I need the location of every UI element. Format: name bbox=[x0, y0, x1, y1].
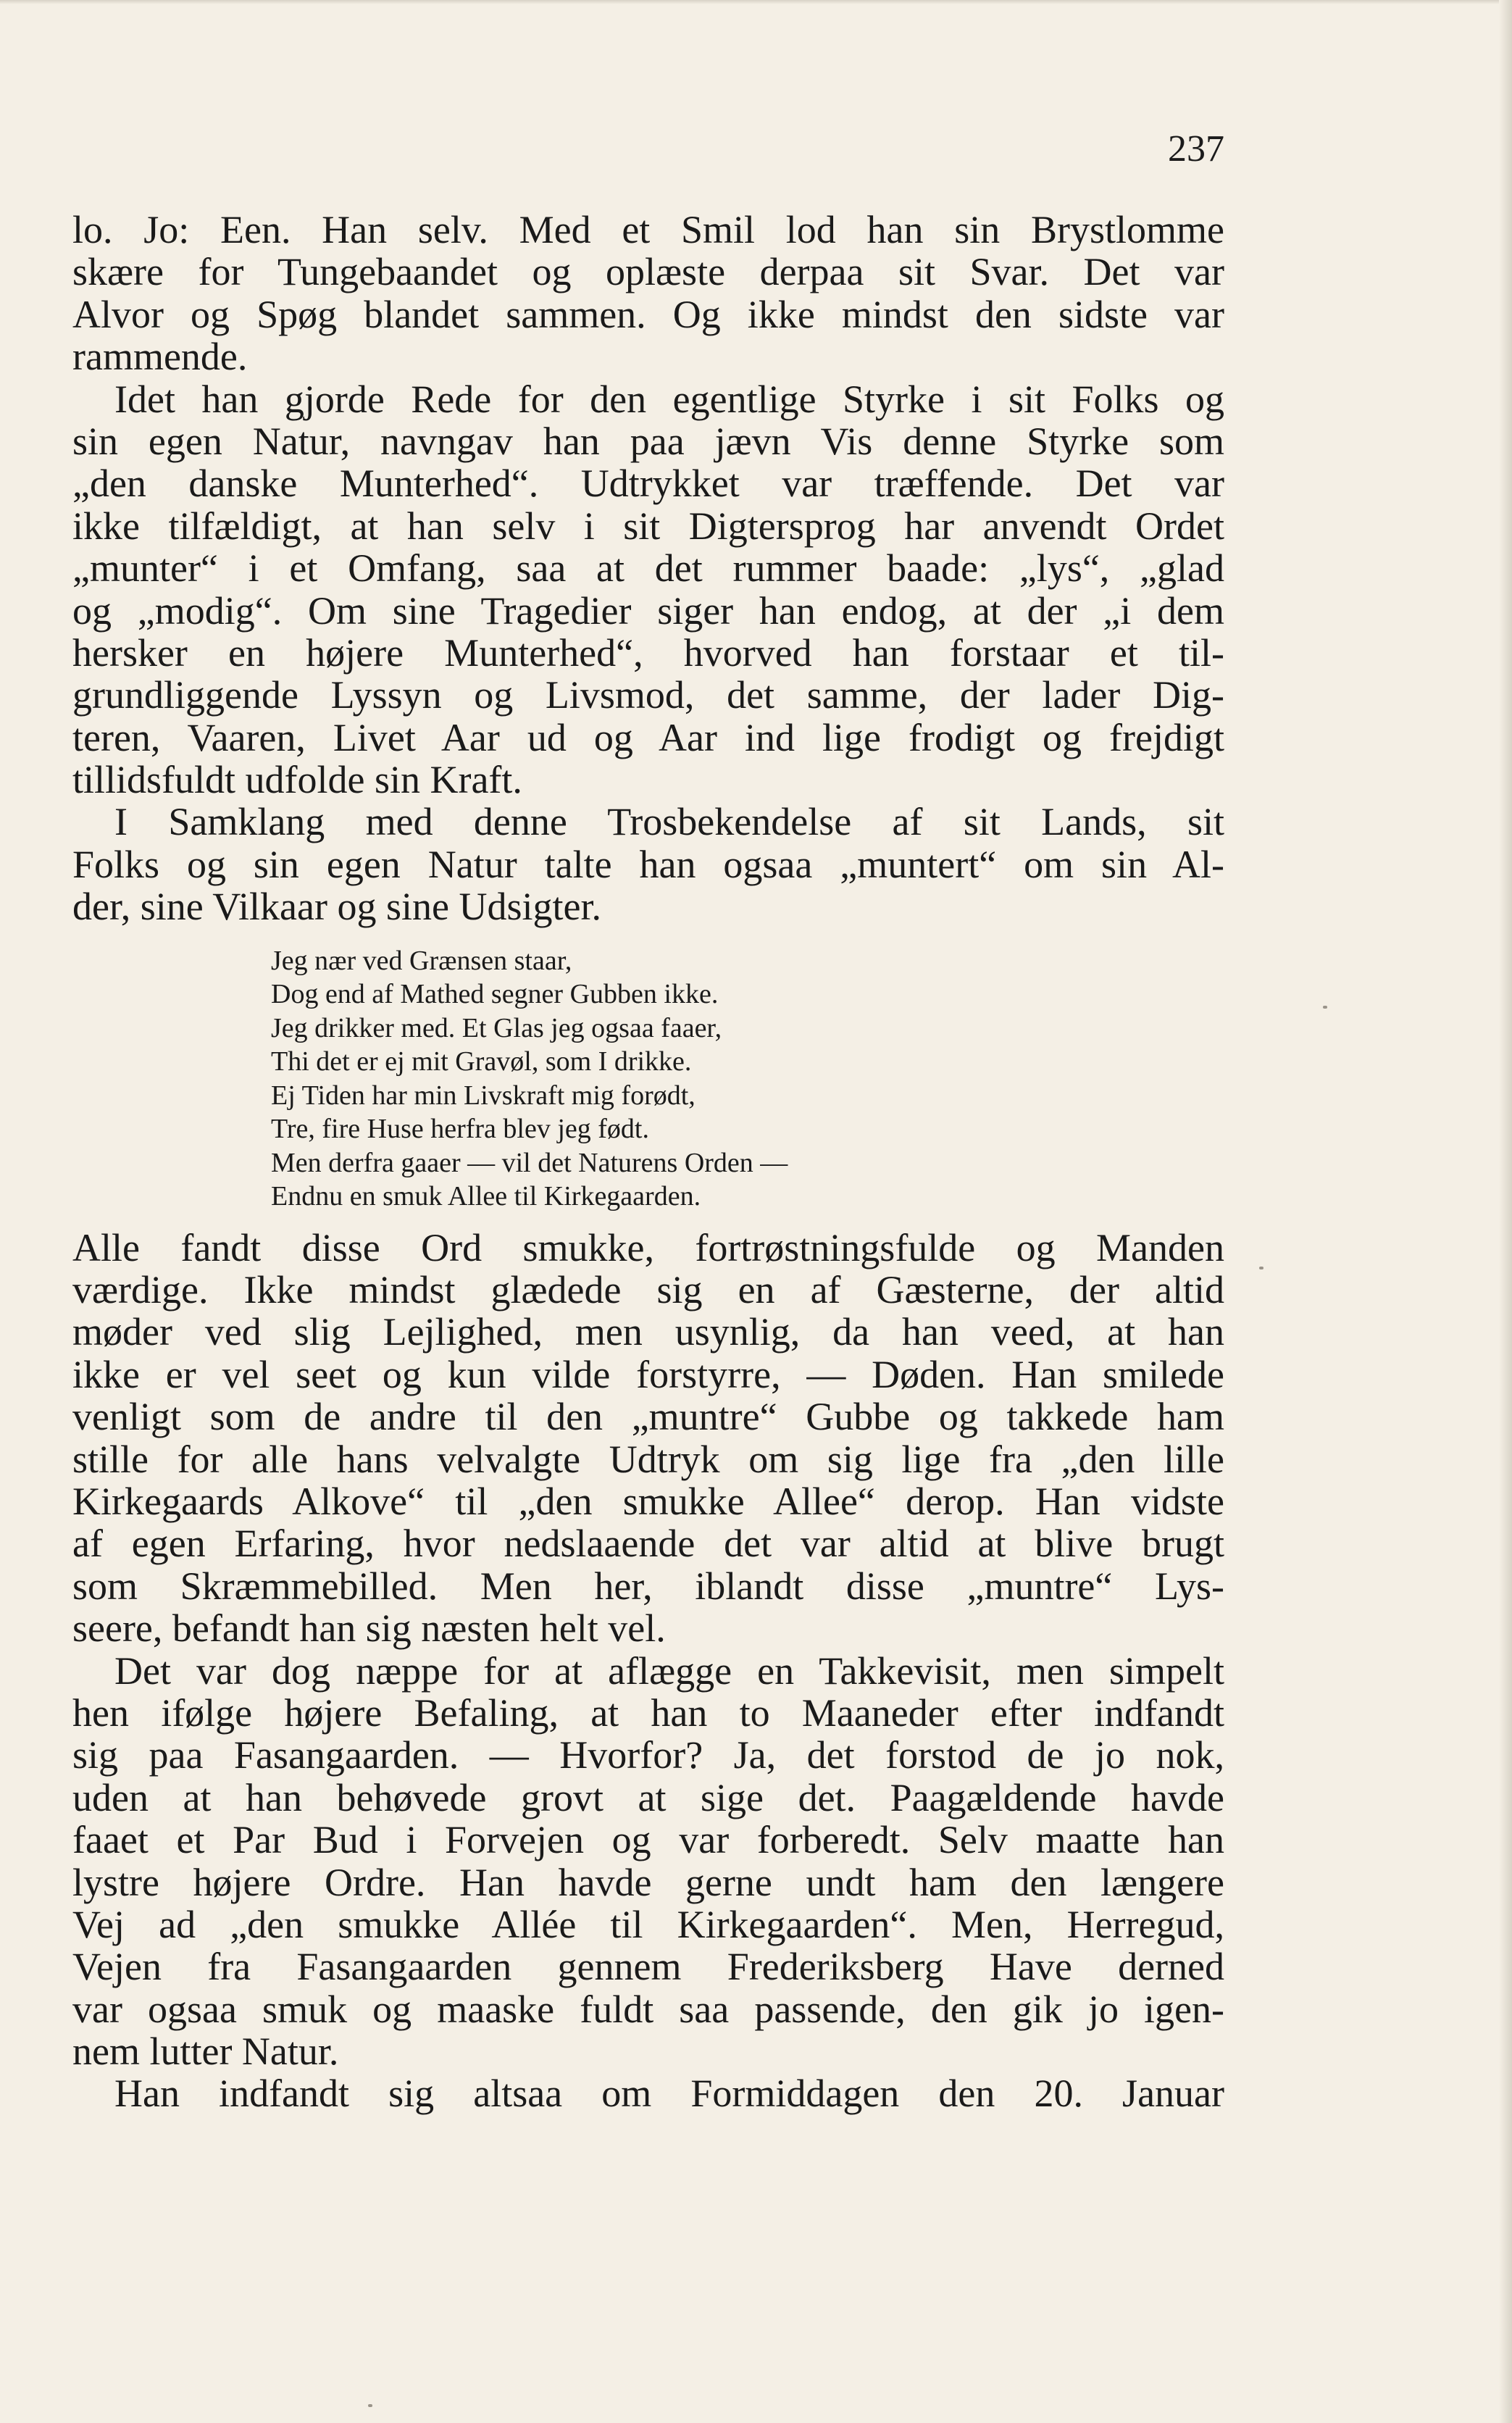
text-line: rammende. bbox=[72, 335, 248, 379]
text-line: Kirkegaards Alkove“ til „den smukke Allee“ derop. Han vidste bbox=[72, 1479, 1224, 1523]
text-line: faaet et Par Bud i Forvejen og var forberedt. Selv maatte han bbox=[72, 1818, 1224, 1862]
poem-line: Endnu en smuk Allee til Kirkegaarden. bbox=[271, 1181, 701, 1212]
paper-speck bbox=[368, 2404, 372, 2407]
poem-line: Jeg drikker med. Et Glas jeg ogsaa faaer, bbox=[271, 1012, 722, 1043]
poem-line: Thi det er ej mit Gravøl, som I drikke. bbox=[271, 1046, 692, 1077]
page-number: 237 bbox=[1168, 128, 1224, 170]
paragraph bbox=[72, 1227, 1224, 1650]
paragraph bbox=[72, 378, 1224, 801]
text-line: venligt som de andre til den „muntre“ Gubbe og takkede ham bbox=[72, 1395, 1224, 1439]
text-line: Han indfandt sig altsaa om Formiddagen den 20. Januar bbox=[114, 2072, 1224, 2116]
paragraphs-before-poem bbox=[72, 209, 1224, 928]
text-line: sig paa Fasangaarden. — Hvorfor? Ja, det forstod de jo nok, bbox=[72, 1733, 1224, 1777]
paper-speck bbox=[1259, 1267, 1264, 1269]
text-line: tillidsfuldt udfolde sin Kraft. bbox=[72, 758, 522, 802]
poem-line: Dog end af Mathed segner Gubben ikke. bbox=[271, 979, 719, 1010]
text-line: værdige. Ikke mindst glædede sig en af Gæsterne, der altid bbox=[72, 1268, 1224, 1312]
text-line: seere, befandt han sig næsten helt vel. bbox=[72, 1606, 666, 1651]
text-line: af egen Erfaring, hvor nedslaaende det var altid at blive brugt bbox=[72, 1522, 1224, 1566]
body-text bbox=[72, 209, 1224, 2115]
poem-line: Men derfra gaaer — vil det Naturens Orden — bbox=[271, 1147, 788, 1178]
paragraph bbox=[72, 2072, 1224, 2114]
paragraphs-after-poem bbox=[72, 1227, 1224, 2115]
text-line: stille for alle hans velvalgte Udtryk om sig lige fra „den lille bbox=[72, 1437, 1224, 1481]
text-line: som Skræmmebilled. Men her, iblandt disse „muntre“ Lys- bbox=[72, 1564, 1224, 1608]
text-line: Det var dog næppe for at aflægge en Takkevisit, men simpelt bbox=[114, 1648, 1224, 1693]
page-top-edge bbox=[0, 0, 1512, 4]
text-line: Alvor og Spøg blandet sammen. Og ikke mindst den sidste var bbox=[72, 292, 1224, 336]
poem-line: Ej Tiden har min Livskraft mig forødt, bbox=[271, 1080, 696, 1111]
text-line: Vej ad „den smukke Allée til Kirkegaarden“. Men, Herregud, bbox=[72, 1902, 1224, 1946]
text-line: sin egen Natur, navngav han paa jævn Vis denne Styrke som bbox=[72, 419, 1224, 463]
text-line: der, sine Vilkaar og sine Udsigter. bbox=[72, 885, 601, 929]
text-line: Vejen fra Fasangaarden gennem Frederiksberg Have derned bbox=[72, 1945, 1224, 1989]
text-line: hersker en højere Munterhed“, hvorved han forstaar et til- bbox=[72, 630, 1224, 675]
text-line: og „modig“. Om sine Tragedier siger han endog, at der „i dem bbox=[72, 588, 1224, 633]
text-line: var ogsaa smuk og maaske fuldt saa passende, den gik jo igen- bbox=[72, 1987, 1224, 2031]
text-line: teren, Vaaren, Livet Aar ud og Aar ind lige frodigt og frejdigt bbox=[72, 715, 1224, 759]
text-line: „den danske Munterhed“. Udtrykket var træffende. Det var bbox=[72, 462, 1224, 506]
text-line: møder ved slig Lejlighed, men usynlig, da han veed, at han bbox=[72, 1310, 1224, 1354]
text-line: Folks og sin egen Natur talte han ogsaa „muntert“ om sin Al- bbox=[72, 842, 1224, 886]
text-line: Alle fandt disse Ord smukke, fortrøstningsfulde og Manden bbox=[72, 1225, 1224, 1269]
page-right-edge bbox=[1499, 0, 1512, 2423]
text-line: Idet han gjorde Rede for den egentlige Styrke i sit Folks og bbox=[114, 377, 1224, 421]
poem-line: Tre, fire Huse herfra blev jeg født. bbox=[271, 1114, 649, 1145]
paragraph bbox=[72, 1650, 1224, 2073]
text-line: ikke er vel seet og kun vilde forstyrre, — Døden. Han smilede bbox=[72, 1352, 1224, 1396]
text-line: lystre højere Ordre. Han havde gerne undt ham den længere bbox=[72, 1860, 1224, 1904]
text-line: hen ifølge højere Befaling, at han to Maaneder efter indfandt bbox=[72, 1690, 1224, 1735]
text-line: „munter“ i et Omfang, saa at det rummer baade: „lys“, „glad bbox=[72, 546, 1224, 591]
paragraph bbox=[72, 801, 1224, 927]
text-line: I Samklang med denne Trosbekendelse af sit Lands, sit bbox=[114, 800, 1224, 844]
poem-line: Jeg nær ved Grænsen staar, bbox=[271, 945, 572, 976]
text-line: lo. Jo: Een. Han selv. Med et Smil lod han sin Brystlomme bbox=[72, 208, 1224, 251]
text-line: uden at han behøvede grovt at sige det. Paagældende havde bbox=[72, 1775, 1224, 1819]
text-line: grundliggende Lyssyn og Livsmod, det samme, der lader Dig- bbox=[72, 673, 1224, 717]
paragraph bbox=[72, 209, 1224, 378]
paper-speck bbox=[1323, 1006, 1327, 1009]
text-line: nem lutter Natur. bbox=[72, 2030, 339, 2074]
poem-quotation bbox=[271, 944, 1104, 1214]
text-line: ikke tilfældigt, at han selv i sit Digtersprog har anvendt Ordet bbox=[72, 504, 1224, 548]
text-line: skære for Tungebaandet og oplæste derpaa sit Svar. Det var bbox=[72, 250, 1224, 294]
